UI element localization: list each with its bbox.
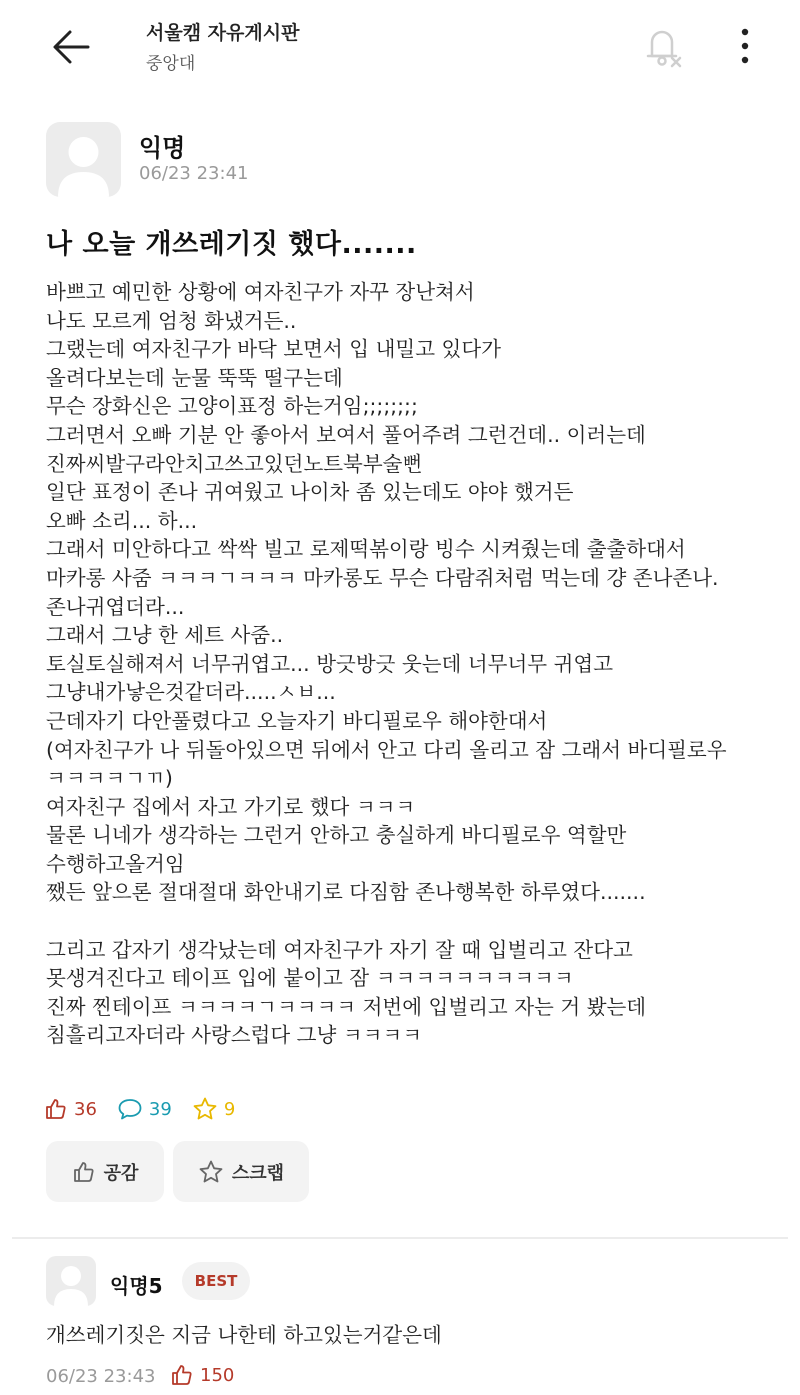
scrap-button[interactable] — [173, 1141, 309, 1202]
post-author: 익명 — [139, 134, 186, 162]
like-count — [44, 1097, 97, 1121]
board-subtitle: 중앙대 — [146, 54, 196, 74]
board-title: 서울캠 자유게시판 — [146, 22, 300, 44]
comment-date: 06/23 23:43 — [46, 1366, 156, 1387]
top-bar — [0, 0, 800, 95]
scrap-count — [192, 1096, 235, 1122]
best-badge: BEST — [182, 1262, 250, 1300]
more-vertical-icon[interactable] — [730, 22, 760, 70]
post-date: 06/23 23:41 — [139, 163, 249, 184]
like-button[interactable] — [46, 1141, 164, 1202]
star-icon — [192, 1096, 218, 1122]
comment-like-count: 150 — [200, 1364, 235, 1386]
comment-count-value: 39 — [148, 1098, 172, 1120]
speech-bubble-icon — [117, 1097, 143, 1121]
user-silhouette-icon — [46, 1256, 96, 1306]
star-icon — [198, 1159, 224, 1185]
comment-avatar — [46, 1256, 96, 1306]
like-count-value: 36 — [74, 1098, 97, 1120]
post-stats — [44, 1094, 255, 1124]
scrap-count-value: 9 — [223, 1098, 236, 1120]
user-silhouette-icon — [46, 122, 121, 197]
comment-like-button[interactable] — [170, 1363, 234, 1387]
divider — [12, 1237, 788, 1239]
thumbs-up-icon — [44, 1097, 68, 1121]
post-body: 바쁘고 예민한 상황에 여자친구가 자꾸 장난쳐서 나도 모르게 엄청 화냈거든.. 그랬는데 여자친구가 바닥 보면서 입 내밀고 있다가 올려다보는데 눈물 뚝뚝 떨구는데 무슨 장화신은 고양이표정 하는거임;;;;;;;; 그러면서 오빠 기분 안 좋아서 보여서 풀어주려 그런건데.. 이러는데 진짜씨발구라안치고쓰고있던노트북부술뻔 일단 표정이 존나 귀여웠고 나이차 좀 있는데도 야야 했거든 오빠 소리... 하... 그래서 미안하다고 싹싹 빌고 로제떡볶이랑 빙수 시켜줬는데 출출하대서 마카롱 사줌 ㅋㅋㅋㄱㅋㅋㅋ 마카롱도 무슨 다람쥐처럼 먹는데 걍 존나존나. 존나귀엽더라... 그래서 그냥 한 세트 사줌.. 토실토실해져서 너무귀엽고... 방긋방긋 웃는데 너무너무 귀엽고 그냥내가낳은것같더라.....ㅅㅂ... 근데자기 다안풀렸다고 오늘자기 바디필로우 해야한대서 (여자친구가 나 뒤돌아있으면 뒤에서 안고 다리 올리고 잠 그래서 바디필로우 ㅋㅋㅋㅋㄱㄲ) 여자친구 집에서 자고 가기로 했다 ㅋㅋㅋ 물론 니네가 생각하는 그런거 안하고 충실하게 바디필로우 역할만 수행하고올거임 쨌든 앞으론 절대절대 화안내기로 다짐함 존나행복한 하루였다....... 그리고 갑자기 생각났는데 여자친구가 자기 잘 때 입벌리고 잔다고 못생겨진다고 테이프 입에 붙이고 잠 ㅋㅋㅋㅋㅋㅋㅋㅋㅋㅋ 진짜 찐테이프 ㅋㅋㅋㅋㄱㅋㅋㅋㅋ 저번에 입벌리고 자는 거 봤는데 침흘리고자더라 사랑스럽다 그냥 ㅋㅋㅋㅋ — [46, 280, 727, 1048]
arrow-left-icon[interactable] — [48, 24, 94, 70]
comment-text: 개쓰레기짓은 지금 나한테 하고있는거같은데 — [46, 1323, 442, 1347]
post-title: 나 오늘 개쓰레기짓 했다....... — [46, 229, 417, 260]
comment-count — [117, 1097, 172, 1121]
scrap-button-label: 스크랩 — [231, 1162, 285, 1184]
comment-author: 익명5 — [110, 1274, 163, 1298]
thumbs-up-icon — [170, 1363, 194, 1387]
bell-off-icon[interactable] — [638, 22, 686, 70]
thumbs-up-icon — [72, 1160, 96, 1184]
like-button-label: 공감 — [103, 1162, 139, 1184]
author-avatar — [46, 122, 121, 197]
